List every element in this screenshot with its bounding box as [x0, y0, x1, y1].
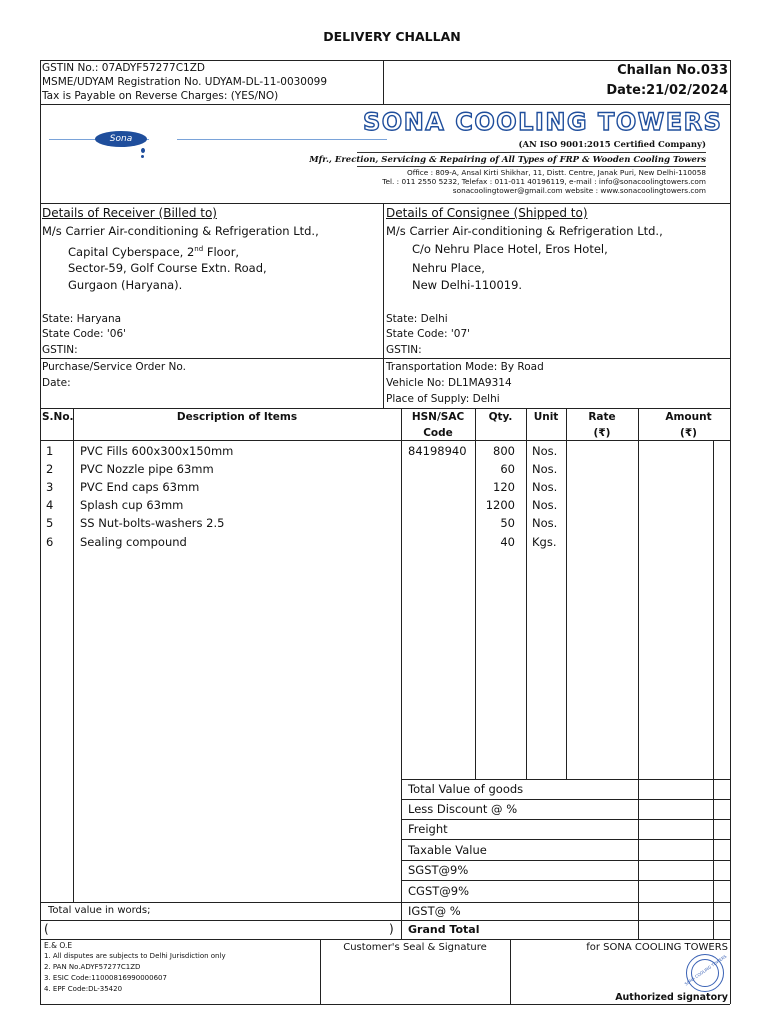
- row-description: PVC Fills 600x300x150mm: [80, 444, 234, 458]
- vehicle-number: Vehicle No: DL1MA9314: [386, 377, 512, 389]
- row-qty: 120: [493, 480, 515, 494]
- row-description: Splash cup 63mm: [80, 498, 184, 512]
- company-name: SONA COOLING TOWERS: [363, 108, 723, 136]
- cgst-label: CGST@9%: [408, 884, 470, 898]
- row-qty: 1200: [485, 498, 515, 512]
- header-qty: Qty.: [488, 411, 513, 423]
- party-divider: [383, 203, 384, 408]
- header-unit: Unit: [533, 411, 559, 423]
- logo-line: [177, 139, 387, 140]
- row-sno: 6: [46, 535, 54, 549]
- freight-label: Freight: [408, 822, 448, 836]
- header-hsn: HSN/SAC: [411, 411, 465, 423]
- consignee-address-3: New Delhi-110019.: [412, 278, 523, 292]
- row-unit: Nos.: [532, 462, 558, 476]
- stamp-text: SONA COOLING TOWERS: [683, 953, 728, 987]
- receiver-heading: Details of Receiver (Billed to): [42, 206, 217, 220]
- row-qty: 40: [500, 535, 515, 549]
- footer-note-3: 3. ESIC Code:11000816990000607: [44, 974, 167, 982]
- office-address: Office : 809-A, Ansal Kirti Shikhar, 11, Distt. Centre, Janak Puri, New Delhi-110058: [406, 168, 706, 177]
- challan-date: Date:21/02/2024: [606, 83, 728, 98]
- receiver-address-3: Gurgaon (Haryana).: [68, 278, 183, 292]
- sona-logo: Sona: [95, 131, 147, 147]
- footer-note-2: 2. PAN No.ADYF57277C1ZD: [44, 963, 141, 971]
- purchase-order-label: Purchase/Service Order No.: [42, 361, 186, 373]
- frame-right: [730, 60, 731, 1004]
- contact-line: Tel. : 011 2550 5232, Telefax : 011-011 40196119, e-mail : info@sonacoolingtowers.com: [382, 177, 706, 186]
- row-unit: Nos.: [532, 516, 558, 530]
- row-hsn: 84198940: [408, 444, 467, 458]
- words-paren-open: (: [44, 922, 49, 936]
- iso-certification: (AN ISO 9001:2015 Certified Company): [518, 140, 706, 150]
- row-unit: Nos.: [532, 444, 558, 458]
- receiver-gstin: GSTIN:: [42, 344, 78, 356]
- rule: [401, 799, 730, 800]
- header-rate-unit: (₹): [593, 427, 611, 439]
- company-stamp: [683, 953, 728, 992]
- row-description: PVC End caps 63mm: [80, 480, 200, 494]
- sgst-label: SGST@9%: [408, 863, 469, 877]
- row-qty: 50: [500, 516, 515, 530]
- col-line: [73, 408, 74, 902]
- frame-top: [40, 60, 730, 61]
- rule: [401, 839, 730, 840]
- row-unit: Kgs.: [532, 535, 557, 549]
- place-of-supply: Place of Supply: Delhi: [386, 393, 500, 405]
- supplier-gstin: GSTIN No.: 07ADYF57277C1ZD: [42, 62, 206, 74]
- consignee-state-code: State Code: '07': [386, 328, 471, 340]
- row-unit: Nos.: [532, 498, 558, 512]
- words-paren-close: ): [389, 922, 394, 936]
- row-description: SS Nut-bolts-washers 2.5: [80, 516, 225, 530]
- rule: [40, 408, 730, 409]
- row-sno: 2: [46, 462, 54, 476]
- page-title: DELIVERY CHALLAN: [323, 29, 461, 44]
- header-description: Description of Items: [176, 411, 298, 423]
- footer-note-1: 1. All disputes are subjects to Delhi Jurisdiction only: [44, 952, 226, 960]
- discount-label: Less Discount @ %: [408, 802, 518, 816]
- footer-note-4: 4. EPF Code:DL-35420: [44, 985, 123, 993]
- order-date-label: Date:: [42, 377, 71, 389]
- consignee-address-1: C/o Nehru Place Hotel, Eros Hotel,: [412, 242, 608, 256]
- footer-divider: [510, 939, 511, 1004]
- consignee-heading: Details of Consignee (Shipped to): [386, 206, 588, 220]
- receiver-state-code: State Code: '06': [42, 328, 127, 340]
- tagline-rule: [357, 166, 706, 167]
- col-line: [713, 440, 714, 940]
- row-sno: 4: [46, 498, 54, 512]
- row-description: PVC Nozzle pipe 63mm: [80, 462, 214, 476]
- row-description: Sealing compound: [80, 535, 187, 549]
- consignee-address-2: Nehru Place,: [412, 261, 485, 275]
- water-drop-icon: [141, 148, 145, 153]
- reverse-charge: Tax is Payable on Reverse Charges: (YES/NO): [42, 90, 279, 102]
- rule: [40, 920, 730, 921]
- letterhead: [41, 105, 730, 203]
- transport-mode: Transportation Mode: By Road: [386, 361, 544, 373]
- taxable-value-label: Taxable Value: [408, 843, 487, 857]
- for-company-label: for SONA COOLING TOWERS: [586, 942, 728, 953]
- rule: [40, 358, 730, 359]
- rule: [40, 902, 730, 903]
- row-qty: 800: [493, 444, 515, 458]
- total-in-words-label: Total value in words;: [48, 905, 151, 916]
- col-line: [526, 408, 527, 779]
- msme-registration: MSME/UDYAM Registration No. UDYAM-DL-11-0030099: [42, 76, 328, 88]
- header-hsn-code: Code: [423, 427, 453, 439]
- receiver-state: State: Haryana: [42, 313, 122, 325]
- water-drop-icon: [141, 155, 144, 158]
- consignee-state: State: Delhi: [386, 313, 448, 325]
- total-value-label: Total Value of goods: [408, 782, 524, 796]
- row-unit: Nos.: [532, 480, 558, 494]
- grand-total-label: Grand Total: [408, 923, 480, 936]
- challan-number: Challan No.033: [617, 63, 728, 78]
- tagline-rule: [357, 152, 706, 153]
- header-rate: Rate: [588, 411, 616, 423]
- tagline: Mfr., Erection, Servicing & Repairing of All Types of FRP & Wooden Cooling Towers: [309, 155, 706, 165]
- rule: [40, 440, 730, 441]
- igst-label: IGST@ %: [408, 904, 461, 918]
- customer-seal-label: Customer's Seal & Signature: [343, 942, 487, 953]
- frame-bottom: [40, 1004, 730, 1005]
- rule: [401, 880, 730, 881]
- rule: [40, 203, 730, 204]
- authorized-signatory: Authorized signatory: [615, 992, 728, 1003]
- header-amount: Amount: [665, 411, 712, 423]
- consignee-name: M/s Carrier Air-conditioning & Refrigeration Ltd.,: [386, 224, 663, 238]
- eoe-label: E.& O.E: [44, 941, 73, 950]
- rule: [40, 939, 730, 940]
- header-amount-unit: (₹): [680, 427, 697, 439]
- row-sno: 3: [46, 480, 54, 494]
- rule: [401, 819, 730, 820]
- receiver-address-1: Capital Cyberspace, 2nd Floor,: [68, 244, 240, 259]
- row-sno: 1: [46, 444, 54, 458]
- header-sno: S.No.: [42, 411, 74, 423]
- col-line: [566, 408, 567, 779]
- header-divider: [383, 60, 384, 104]
- web-line: sonacoolingtower@gmail.com website : www.sonacoolingtowers.com: [452, 186, 706, 195]
- consignee-gstin: GSTIN:: [386, 344, 422, 356]
- receiver-address-2: Sector-59, Golf Course Extn. Road,: [68, 261, 267, 275]
- row-sno: 5: [46, 516, 54, 530]
- rule: [401, 860, 730, 861]
- receiver-name: M/s Carrier Air-conditioning & Refrigeration Ltd.,: [42, 224, 319, 238]
- row-qty: 60: [500, 462, 515, 476]
- rule: [401, 779, 730, 780]
